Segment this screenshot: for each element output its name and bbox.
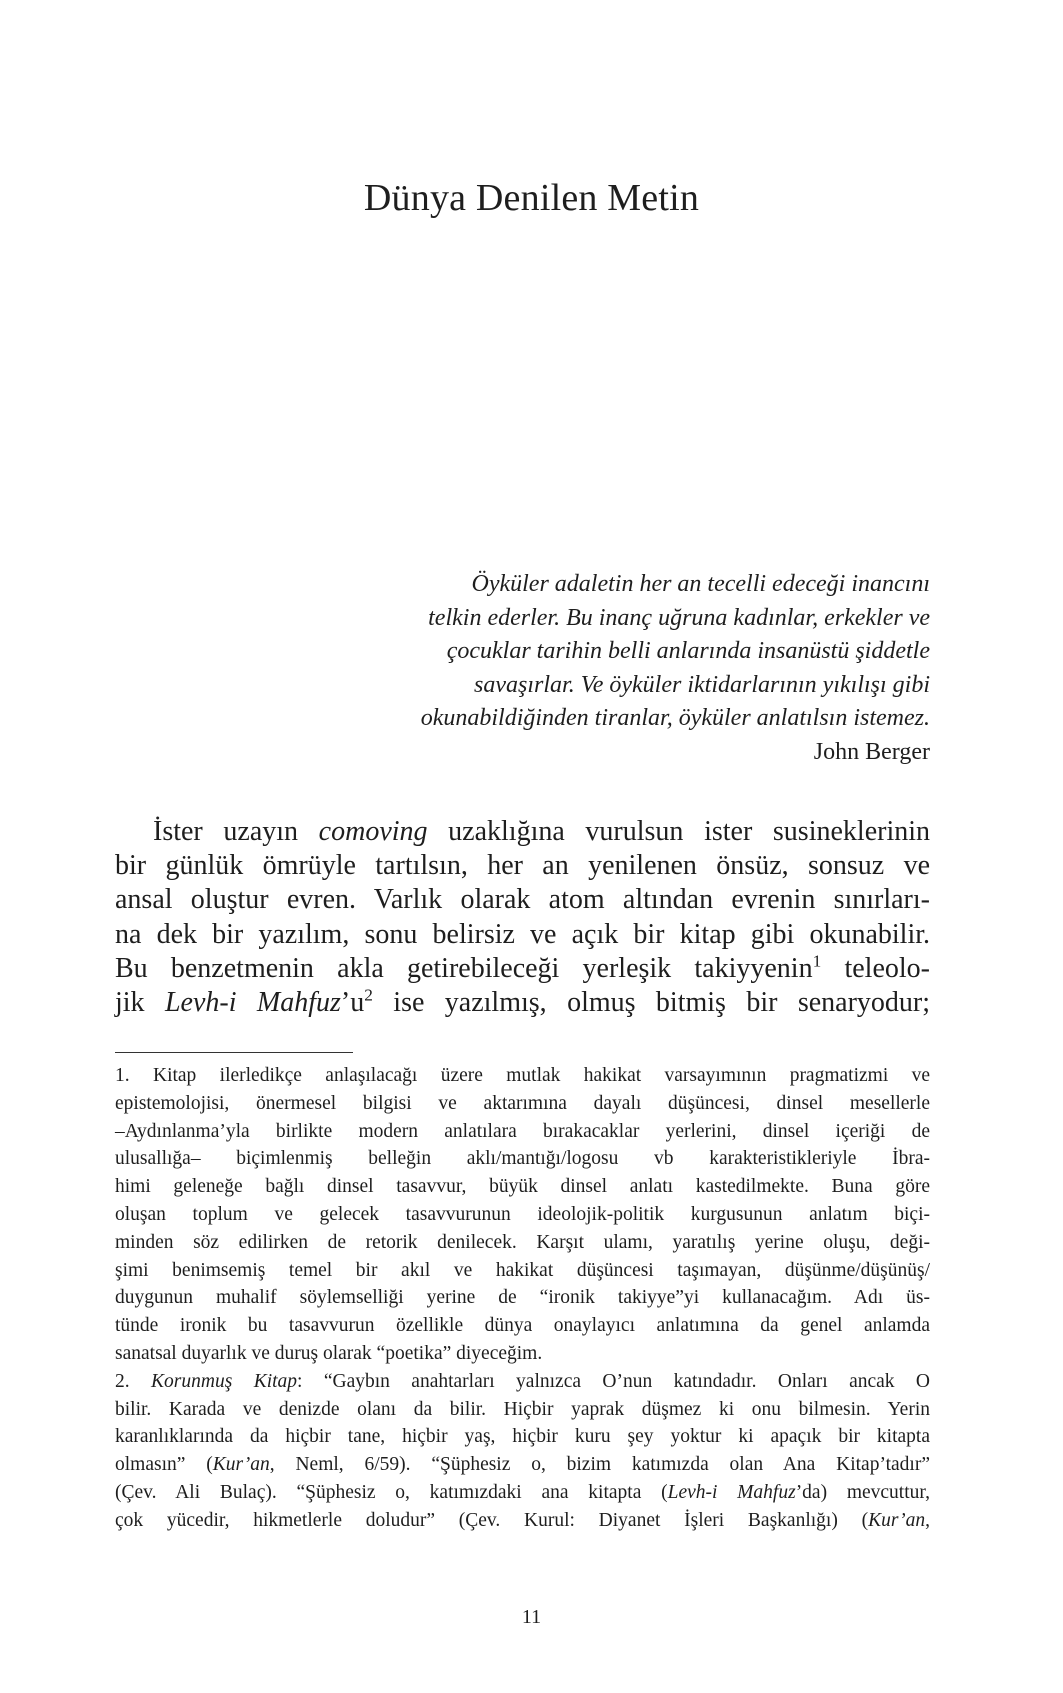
body-line: bir günlük ömrüyle tartılsın, her an yenilenen önsüz, sonsuz ve (115, 850, 930, 882)
footnote-1-line: oluşan toplum ve gelecek tasavvurunun ideolojik-politik kurgusunun anlatım biçi- (115, 1203, 930, 1225)
italic-term: Levh-i Mahfuz (667, 1481, 796, 1503)
footnote-1-line: şimi benimsemiş temel bir akıl ve hakikat düşüncesi taşımayan, düşünme/düşünüş/ (115, 1259, 930, 1281)
footnote-1-line: duygunun muhalif söylemselliği yerine de “ironik takiyye”yi kullanacağım. Adı üs- (115, 1287, 930, 1309)
footnote-ref-1[interactable]: 1 (812, 951, 822, 971)
body-paragraph (115, 815, 930, 1020)
text-run: : “Gaybın anahtarları yalnızca O’nun katındadır. Onları ancak O (297, 1370, 931, 1392)
footnote-1-line: sanatsal duyarlık ve duruş olarak “poetika” diyeceğim. (115, 1342, 543, 1364)
epigraph-line: Öyküler adaletin her an tecelli edeceği inancını (471, 571, 930, 597)
footnote-2-line: karanlıklarında da hiçbir tane, hiçbir yaş, hiçbir kuru şey yoktur ki apaçık bir kitapta (115, 1426, 930, 1448)
epigraph-line: telkin ederler. Bu inanç uğruna kadınlar, erkekler ve (428, 604, 930, 631)
text-run: olmasın” ( (115, 1454, 213, 1476)
epigraph-line: okunabildiğinden tiranlar, öyküler anlatılsın istemez. (420, 705, 930, 731)
italic-term: Kur’an (212, 1454, 270, 1476)
page-number: 11 (521, 1606, 542, 1628)
footnote-2-line: bilir. Karada ve denizde olanı da bilir. Hiçbir yaprak düşmez ki onu bilmesin. Yerin (115, 1398, 930, 1420)
epigraph-line: çocuklar tarihin belli anlarında insanüstü şiddetle (446, 638, 930, 664)
body-line (115, 952, 930, 986)
footnotes (115, 1062, 930, 1535)
footnote-1-line: tünde ironik bu tasavvurun özellikle dünya onaylayıcı anlatımına da genel anlamda (115, 1315, 930, 1337)
text-run: ’da) mevcuttur, (795, 1481, 930, 1503)
epigraph (330, 568, 930, 769)
body-line: ansal oluştur evren. Varlık olarak atom altından evrenin sınırları- (115, 884, 930, 916)
footnote-2-line (115, 1507, 930, 1535)
footnote-separator (115, 1052, 353, 1053)
text-run: İster uzayın (153, 816, 319, 847)
text-run: , Neml, 6/59). “Şüphesiz o, bizim katımızda olan Ana Kitap’tadır” (269, 1454, 930, 1476)
chapter-title: Dünya Denilen Metin (363, 177, 700, 219)
body-line: na dek bir yazılım, sonu belirsiz ve açık bir kitap gibi okunabilir. (115, 918, 930, 950)
body-line (115, 815, 930, 849)
text-run: çok yücedir, hikmetlerle doludur” (Çev. Kurul: Diyanet İşleri Başkanlığı) ( (115, 1509, 869, 1531)
text-run: (Çev. Ali Bulaç). “Şüphesiz o, katımızdaki ana kitapta ( (115, 1481, 668, 1503)
text-run: ’u (340, 987, 365, 1019)
footnote-1-line: himi geleneğe bağlı dinsel tasavvur, büyük dinsel anlatı kastedilmekte. Buna göre (115, 1176, 930, 1198)
epigraph-line: savaşırlar. Ve öyküler iktidarlarının yıkılışı gibi (474, 671, 930, 698)
italic-term: Kur’an (868, 1509, 926, 1531)
footnote-2-line (115, 1368, 930, 1396)
footnote-1-line: 1. Kitap ilerledikçe anlaşılacağı üzere mutlak hakikat varsayımının pragmatizmi ve (115, 1065, 930, 1086)
italic-term: Korunmuş Kitap (151, 1370, 298, 1392)
footnote-1-line: minden söz edilirken de retorik denilecek. Karşıt ulamı, yaratılış yerine oluşu, deği- (115, 1231, 930, 1253)
text-run: ise yazılmış, olmuş bitmiş bir senaryodur; (372, 987, 930, 1019)
italic-term: comoving (318, 816, 428, 847)
epigraph-author: John Berger (813, 738, 930, 765)
text-run: teleolo- (821, 952, 930, 984)
footnote-2-line (115, 1451, 930, 1479)
footnote-1-line: epistemolojisi, önermesel bilgisi ve aktarımına dayalı düşüncesi, dinsel mesellerle (115, 1092, 930, 1114)
footnote-1-line: ulusallığa– biçimlenmiş belleğin aklı/mantığı/logosu vb karakteristikleriyle İbra- (115, 1148, 930, 1170)
footnote-2-line (115, 1479, 930, 1507)
italic-term: Levh-i Mahfuz (164, 987, 341, 1019)
text-run: 2. (115, 1370, 152, 1392)
footnote-1-line: –Aydınlanma’yla birlikte modern anlatılara bırakacaklar yerlerini, dinsel içeriği de (115, 1120, 930, 1142)
text-run: uzaklığına vurulsun ister susineklerinin (427, 816, 931, 847)
text-run: jik (115, 987, 165, 1019)
footnote-ref-2[interactable]: 2 (364, 985, 373, 1005)
body-line (115, 986, 930, 1020)
text-run: , (925, 1509, 930, 1531)
text-run: Bu benzetmenin akla getirebileceği yerleşik takiyyenin (115, 952, 813, 984)
